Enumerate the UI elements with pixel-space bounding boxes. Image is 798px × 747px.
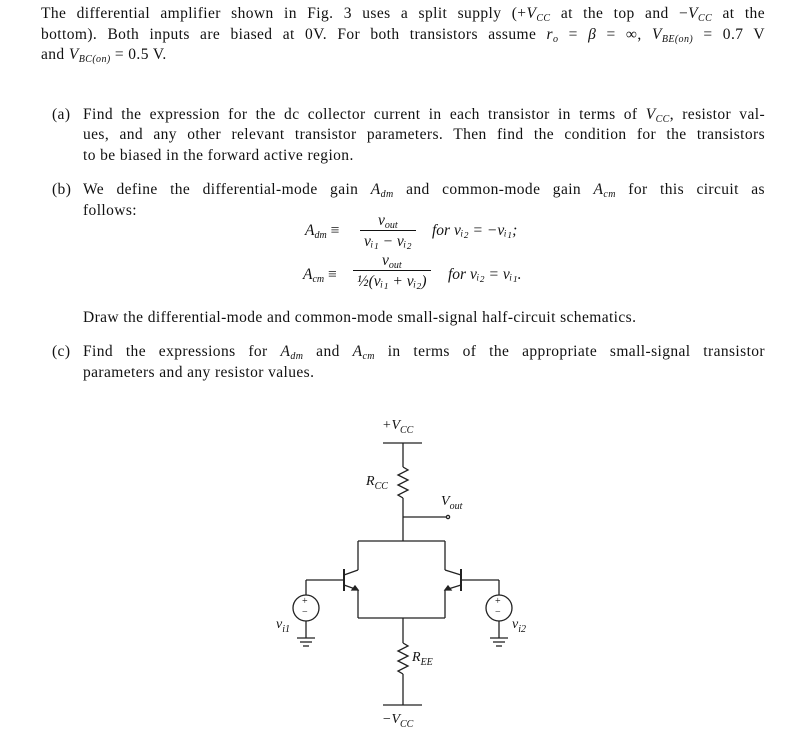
denominator: ½(vᵢ₁ + vᵢ₂)	[353, 270, 431, 292]
label-main: −V	[382, 712, 400, 727]
math-subscript: dm	[380, 189, 394, 200]
rcc-label	[366, 474, 388, 490]
acm-sub: cm	[312, 274, 325, 285]
text-segment: follows:	[83, 202, 138, 219]
label-main: R	[366, 474, 375, 489]
math-subscript: cm	[362, 351, 375, 362]
label-sub: CC	[400, 719, 414, 730]
label-sub: CC	[374, 481, 388, 492]
label-sub: i1	[282, 624, 290, 635]
part-c-label: (c)	[52, 343, 71, 360]
numerator: v	[381, 252, 389, 269]
math-variable: A	[280, 343, 291, 360]
ree-label	[412, 650, 433, 666]
adm-condition: for vᵢ₂ = −vᵢ₁;	[432, 222, 518, 239]
label-sub: CC	[400, 425, 414, 436]
math-variable: β	[588, 26, 597, 43]
label-main: +V	[382, 418, 400, 433]
text-segment: in terms of the appropriate small-signal transistor	[374, 343, 765, 360]
math-variable: V	[651, 26, 662, 43]
vi2-minus-sign: −	[495, 607, 501, 618]
math-variable: r	[546, 26, 553, 43]
ground-icon	[297, 638, 315, 646]
text-segment: = ∞,	[596, 26, 652, 43]
text-segment: at the top and −	[550, 5, 689, 22]
math-variable: V	[645, 106, 656, 123]
label-sub: out	[449, 501, 463, 512]
ree-resistor	[398, 643, 408, 674]
math-variable: V	[688, 5, 698, 22]
label-main: v	[276, 617, 283, 632]
text-segment: =	[558, 26, 589, 43]
adm-var: A	[305, 222, 315, 239]
vi2-label	[512, 617, 526, 633]
vcc-pos-label	[382, 418, 413, 434]
text-segment: = 0.7 V	[693, 26, 765, 43]
math-subscript: dm	[290, 351, 304, 362]
numerator-sub: out	[388, 260, 402, 271]
text-segment: bottom). Both inputs are biased at 0V. For both transistors assume	[41, 26, 547, 43]
math-subscript: BE(on)	[661, 34, 694, 45]
part-a-label: (a)	[52, 106, 71, 123]
math-variable: A	[370, 181, 381, 198]
denominator: vᵢ₁ − vᵢ₂	[360, 230, 416, 252]
text-segment: for this circuit as	[615, 181, 765, 198]
acm-var: A	[303, 266, 313, 283]
vi2-plus-sign: +	[495, 596, 501, 607]
text-segment: ues, and any other relevant transistor parameters. Then find the condition for the transistors	[83, 126, 765, 143]
math-subscript: CC	[536, 13, 551, 24]
math-subscript: BC(on)	[78, 54, 111, 65]
math-subscript: cm	[603, 189, 616, 200]
equiv-sign: ≡	[328, 266, 337, 283]
math-subscript: CC	[655, 114, 670, 125]
label-main: V	[441, 494, 450, 509]
numerator: v	[377, 212, 385, 229]
equiv-sign: ≡	[330, 222, 340, 239]
ground-icon	[490, 638, 508, 646]
vcc-neg-label	[382, 712, 413, 728]
text-segment: We define the differential-mode gain	[83, 181, 371, 198]
text-segment: = 0.5 V.	[110, 46, 167, 63]
vi1-minus-sign: −	[302, 607, 308, 618]
text-segment: parameters and any resistor values.	[83, 364, 315, 381]
math-subscript: o	[552, 34, 559, 45]
text-segment: Draw the differential-mode and common-mode small-signal half-circuit schematics.	[83, 309, 637, 326]
transistor-q2	[445, 569, 461, 591]
vout-terminal	[446, 515, 449, 518]
label-sub: EE	[420, 657, 433, 668]
math-variable: V	[526, 5, 537, 22]
label-main: v	[512, 617, 519, 632]
math-variable: V	[68, 46, 79, 63]
text-segment: Find the expression for the dc collector current in each transistor in terms of	[83, 106, 646, 123]
rcc-resistor	[398, 467, 408, 498]
math-subscript: CC	[698, 13, 713, 24]
vcc-rail	[383, 443, 422, 467]
transistor-q1	[344, 569, 358, 591]
text-segment: and	[303, 343, 353, 360]
text-segment: Find the expressions for	[83, 343, 281, 360]
text-segment: and common-mode gain	[393, 181, 594, 198]
vi1-label	[276, 617, 290, 633]
part-b-label: (b)	[52, 181, 72, 198]
text-segment: and	[41, 46, 69, 63]
numerator-sub: out	[384, 220, 398, 231]
label-sub: i2	[518, 624, 526, 635]
text-segment: at the	[712, 5, 765, 22]
math-variable: A	[593, 181, 604, 198]
text-segment: The differential amplifier shown in Fig. 3 uses a split supply (+	[41, 5, 527, 22]
adm-sub: dm	[314, 230, 327, 241]
acm-condition: for vᵢ₂ = vᵢ₁.	[448, 266, 522, 283]
text-segment: to be biased in the forward active region.	[83, 147, 354, 164]
text-segment: , resistor val-	[669, 106, 765, 123]
label-main: R	[412, 650, 421, 665]
vout-label	[441, 494, 462, 510]
math-variable: A	[352, 343, 363, 360]
vi1-plus-sign: +	[302, 596, 308, 607]
